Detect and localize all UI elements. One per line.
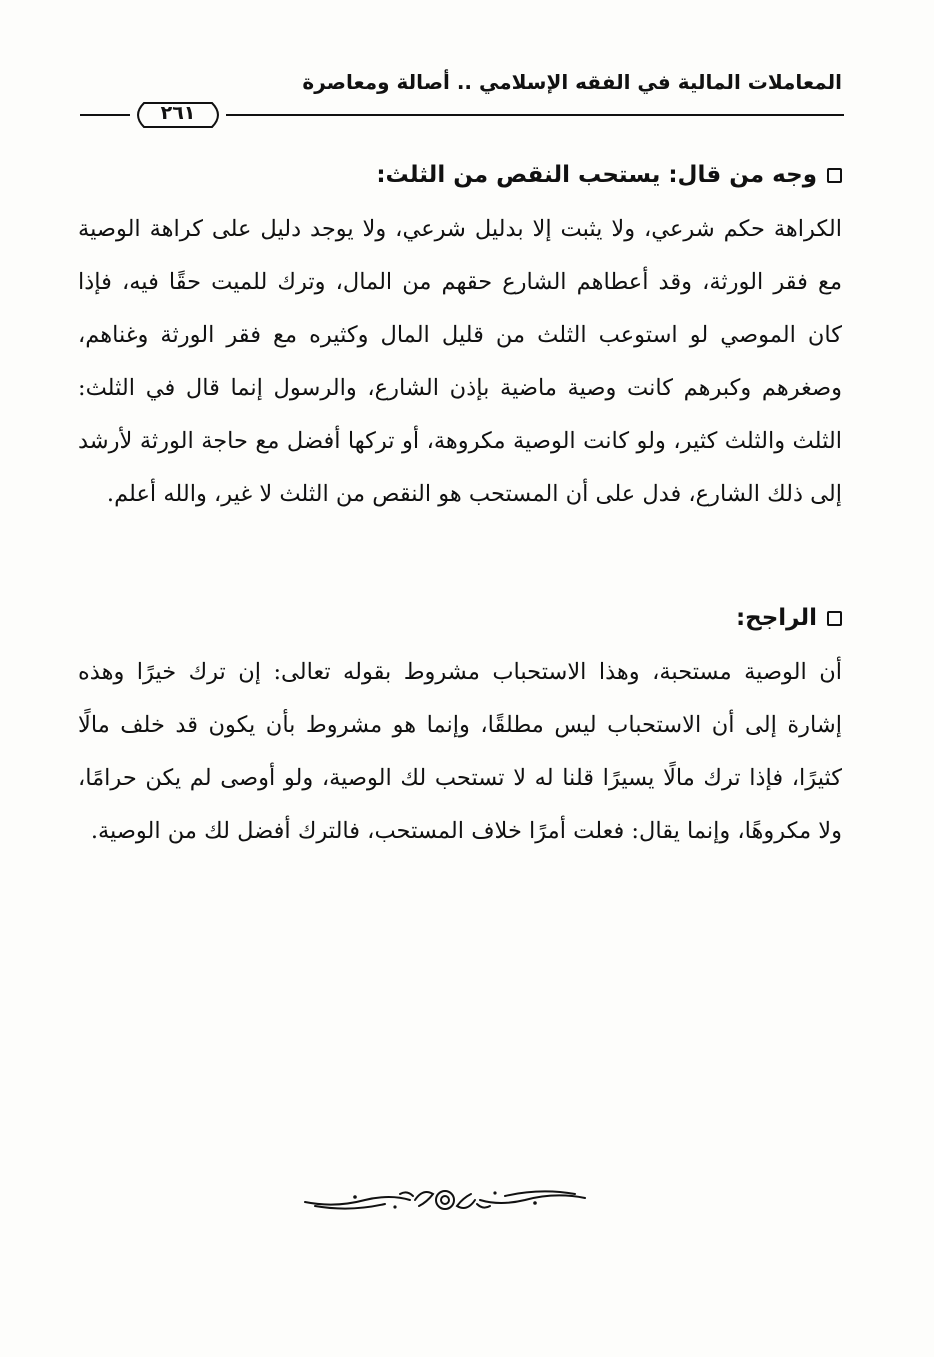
square-box-icon	[827, 168, 842, 183]
ornament-icon	[295, 1180, 595, 1220]
section-heading	[78, 598, 842, 638]
page-number: ٢٦١	[160, 102, 196, 124]
section-heading	[78, 155, 842, 195]
section-heading-text: الراجح:	[735, 605, 817, 631]
running-header-title: المعاملات المالية في الفقه الإسلامي .. أصالة ومعاصرة	[302, 70, 842, 94]
section-body: الكراهة حكم شرعي، ولا يثبت إلا بدليل شرعي، ولا يوجد دليل على كراهة الوصية مع فقر الورثة، وقد أعطاهم الشارع حقهم من المال، وترك للميت حقًا فيه، فإذا كان الموصي لو استوعب الثلث من قليل المال وكثيره مع فقر الورثة وغناهم، وصغرهم وكبرهم كانت وصية ماضية بإذن الشارع، والرسول إنما قال في الثلث: الثلث والثلث كثير، ولو كانت الوصية مكروهة، أو تركها أفضل مع حاجة الورثة لأرشد إلى ذلك الشارع، فدل على أن المستحب هو النقص من الثلث لا غير، والله أعلم.	[78, 216, 842, 507]
page-number-frame	[130, 101, 226, 129]
section-body: أن الوصية مستحبة، وهذا الاستحباب مشروط بقوله تعالى: إن ترك خيرًا وهذه إشارة إلى أن الاستحباب ليس مطلقًا، وإنما هو مشروط بأن يكون قد خلف مالًا كثيرًا، فإذا ترك مالًا يسيرًا قلنا له لا تستحب لك الوصية، ولو أوصى لم يكن حرامًا، ولا مكروهًا، وإنما يقال: فعلت أمرًا خلاف المستحب، فالترك أفضل لك من الوصية.	[78, 659, 842, 844]
section-preferred-view	[78, 598, 842, 858]
section-heading-text: وجه من قال: يستحب النقص من الثلث:	[376, 162, 817, 188]
section-why-reduce-third	[78, 155, 842, 521]
square-box-icon	[827, 611, 842, 626]
